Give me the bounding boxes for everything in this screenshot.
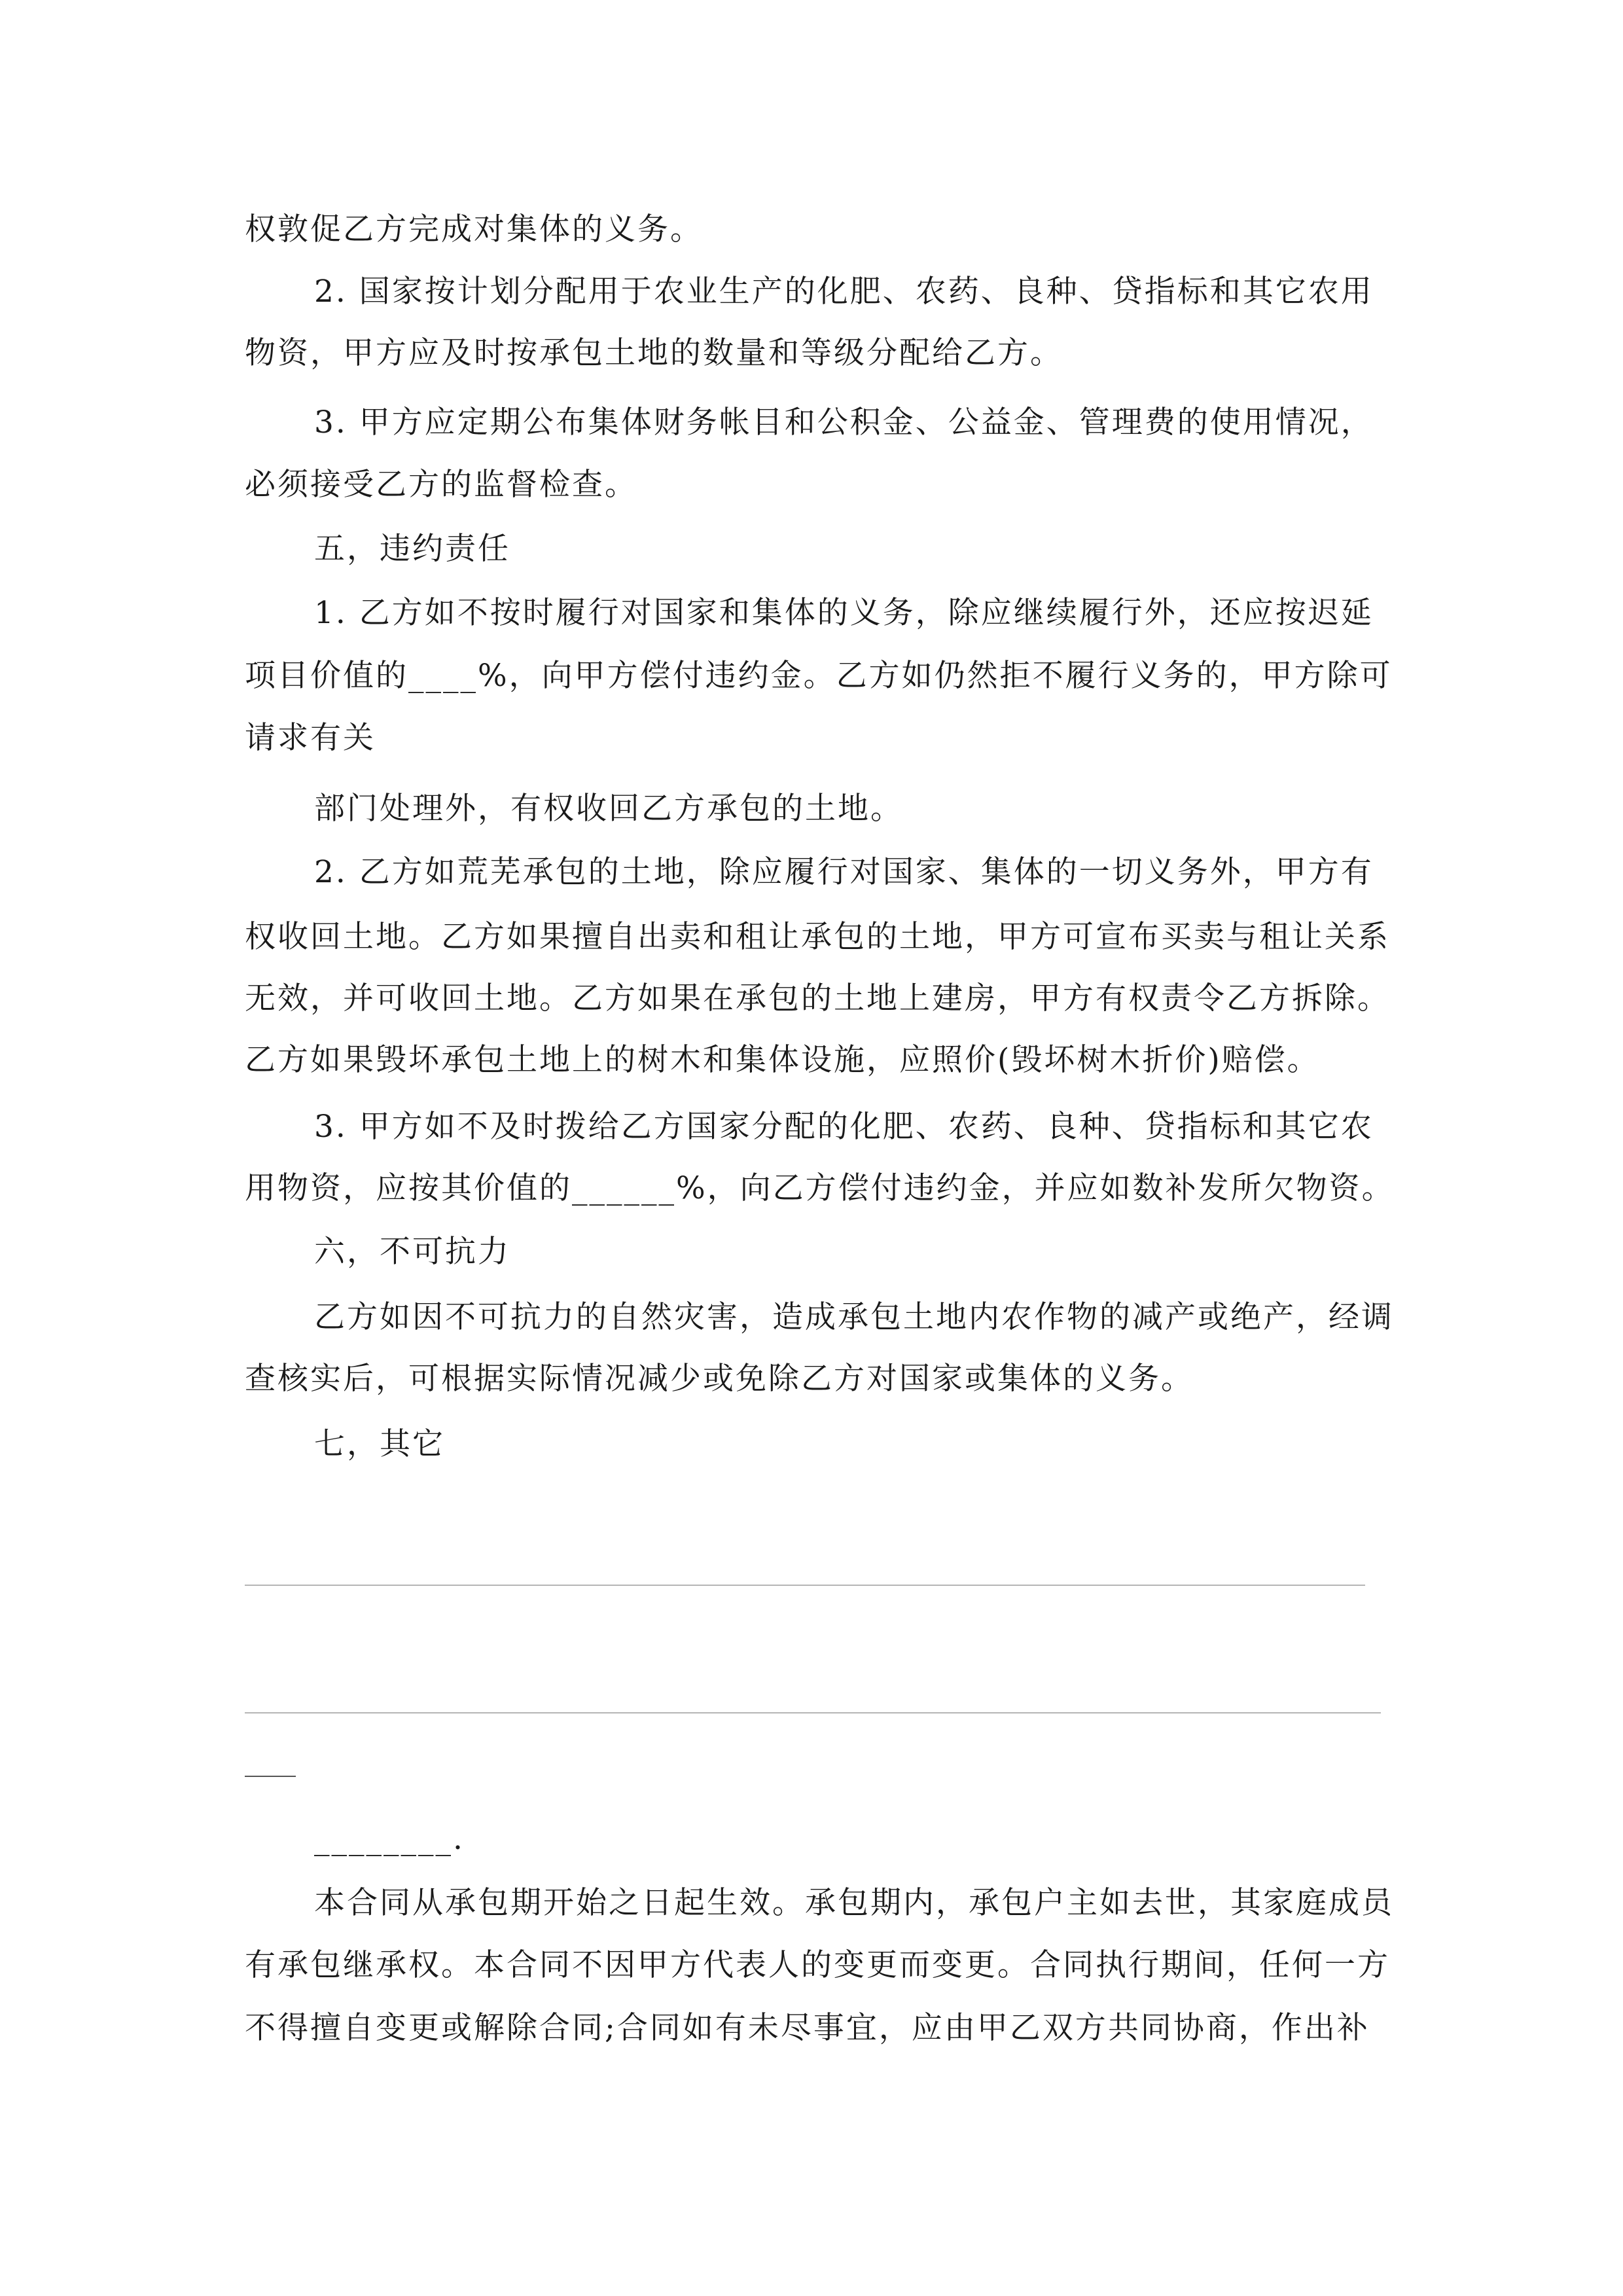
text-line: 乙方如果毁坏承包土地上的树木和集体设施，应照价(毁坏树木折价)赔偿。 [245, 1042, 1320, 1078]
text-line: 本合同从承包期开始之日起生效。承包期内，承包户主如去世，其家庭成员 [314, 1885, 1394, 1921]
section-heading-force-majeure: 六，不可抗力 [314, 1234, 510, 1270]
clause-2-line: 2. 乙方如荒芜承包的土地，除应履行对国家、集体的一切义务外，甲方有 [314, 854, 1374, 890]
text-line: 项目价值的____%，向甲方偿付违约金。乙方如仍然拒不履行义务的，甲方除可 [245, 658, 1393, 694]
text-line: 权敦促乙方完成对集体的义务。 [245, 211, 703, 247]
text-line: 请求有关 [245, 720, 376, 756]
text-line: 必须接受乙方的监督检查。 [245, 467, 637, 503]
section-heading-other: 七，其它 [314, 1426, 445, 1462]
clause-3-line: 3. 甲方应定期公布集体财务帐目和公积金、公益金、管理费的使用情况， [314, 404, 1374, 440]
blank-fill-end: ________. [314, 1821, 465, 1857]
section-heading-breach-liability: 五，违约责任 [314, 531, 510, 567]
text-line: 无效，并可收回土地。乙方如果在承包的土地上建房，甲方有权责令乙方拆除。 [245, 980, 1390, 1016]
blank-fill-line [245, 1585, 1365, 1586]
text-line: 有承包继承权。本合同不因甲方代表人的变更而变更。合同执行期间，任何一方 [245, 1947, 1390, 1983]
text-line: 部门处理外，有权收回乙方承包的土地。 [314, 791, 903, 827]
blank-fill-line [245, 1712, 1381, 1713]
clause-1-line: 1. 乙方如不按时履行对国家和集体的义务，除应继续履行外，还应按迟延 [314, 595, 1374, 631]
text-line: 权收回土地。乙方如果擅自出卖和租让承包的土地，甲方可宣布买卖与租让关系 [245, 919, 1390, 955]
blank-fill-line-short [245, 1776, 296, 1777]
clause-2-line: 2. 国家按计划分配用于农业生产的化肥、农药、良种、贷指标和其它农用 [314, 274, 1374, 310]
text-line: 不得擅自变更或解除合同;合同如有未尽事宜，应由甲乙双方共同协商，作出补 [245, 2010, 1370, 2046]
text-line: 查核实后，可根据实际情况减少或免除乙方对国家或集体的义务。 [245, 1361, 1194, 1397]
text-line: 物资，甲方应及时按承包土地的数量和等级分配给乙方。 [245, 335, 1063, 371]
text-line: 乙方如因不可抗力的自然灾害，造成承包土地内农作物的减产或绝产，经调 [314, 1299, 1394, 1335]
text-line: 用物资，应按其价值的______%，向乙方偿付违约金，并应如数补发所欠物资。 [245, 1170, 1395, 1206]
clause-3-line: 3. 甲方如不及时拨给乙方国家分配的化肥、农药、良种、贷指标和其它农 [314, 1109, 1374, 1145]
